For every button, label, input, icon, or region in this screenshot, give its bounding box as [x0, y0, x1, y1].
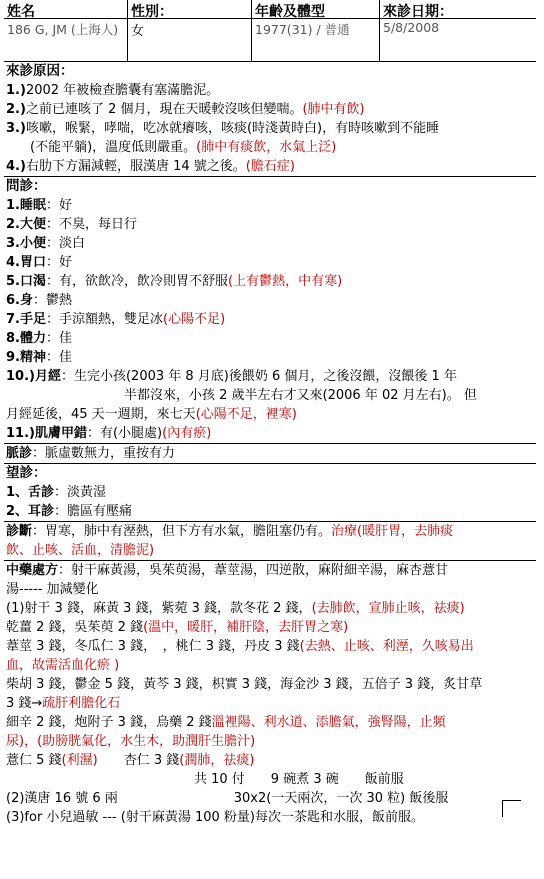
herb-line-6: 3 錢→疏肝利膽化石	[6, 696, 121, 711]
inquiry-sleep: 1.睡眠：好	[6, 198, 73, 213]
age-value: 1977(31) / 普通	[252, 19, 380, 61]
inquiry-body: 6.身：鬱熱	[6, 293, 73, 308]
dosage-line: 共 10 付 9 碗煮 3 碗 飯前服	[194, 772, 404, 787]
age-label: 年齡及體型	[252, 0, 380, 19]
inquiry-skin: 11.)肌膚甲錯：有(小腿處)(內有瘀)	[6, 426, 212, 441]
rx-line-1: 中藥處方：射干麻黃湯，吳茱萸湯，葦莖湯，四逆散，麻附細辛湯，麻杏薏甘	[6, 563, 449, 578]
inquiry-title: 問診：	[6, 178, 47, 194]
corner-mark	[502, 800, 521, 817]
diagnosis-line-2: 飲、止咳、活血，清膽泥)	[6, 543, 155, 558]
rx-line-p3: (3)for 小兒過敏 --- (射干麻黃湯 100 粉量)每次一茶匙和水服，飯前服。	[6, 810, 424, 825]
name-value: 186 G, JM (上海人)	[4, 19, 128, 61]
herb-line-1: (1)射干 3 錢，麻黃 3 錢，紫菀 3 錢，款冬花 2 錢，(去肺飲，宣肺止咳，祛痰)	[6, 601, 465, 616]
inquiry-menses-2: 半都沒來，小孩 2 歲半左右才又來(2006 年 02 月左右)。 但	[124, 388, 477, 403]
rx-line-2: 湯----- 加減變化	[6, 582, 99, 597]
herb-line-4: 血，故需活血化瘀 )	[6, 658, 120, 673]
herb-line-2: 乾薑 2 錢，吳茱萸 2 錢(溫中，暖肝，補肝陰，去肝胃之寒)	[6, 620, 349, 635]
header-labels	[4, 0, 536, 19]
reason-line-3b: (不能平躺)，溫度低則嚴重。(肺中有痰飲，水氣上泛)	[30, 140, 337, 155]
inquiry-appetite: 4.胃口：好	[6, 255, 73, 270]
inquiry-urine: 3.小便：淡白	[6, 236, 86, 251]
reason-line-2: 2.)之前已連咳了 2 個月，現在天暖較沒咳但變喘。(肺中有飲)	[6, 102, 365, 117]
consult-record	[4, 0, 536, 827]
reason-line-4: 4.)右肋下方漏減輕，服漢唐 14 號之後。(膽石症)	[6, 159, 295, 174]
tongue-line: 1、舌診：淡黃湿	[6, 485, 107, 500]
inquiry-menses-3: 月經延後，45 天一週期，來七天(心陽不足，裡寒)	[6, 407, 297, 422]
inquiry-spirit: 9.精神：佳	[6, 350, 73, 365]
reason-title: 來診原因：	[6, 63, 74, 79]
name-label: 姓名	[4, 0, 128, 19]
inquiry-limbs: 7.手足：手涼額熱，雙足冰(心陽不足)	[6, 312, 226, 327]
inquiry-stool: 2.大便：不臭，每日行	[6, 217, 138, 232]
inquiry-thirst: 5.口渴：有，欲飲冷，飲冷則胃不舒服(上有鬱熱，中有寒)	[6, 274, 343, 289]
inquiry-menses: 10.)月經：生完小孩(2003 年 8 月底)後餵奶 6 個月，之後沒餵，沒餵後 1 年	[6, 369, 457, 384]
herb-line-7: 細辛 2 錢，炮附子 3 錢，烏藥 2 錢溫裡陽、利水道、添膽氣，強腎陽，止頻	[6, 715, 446, 730]
sex-label: 性別：	[128, 0, 252, 19]
rx-line-p2: (2)漢唐 16 號 6 兩 30x2(一天兩次，一次 30 粒) 飯後服	[6, 791, 449, 806]
pulse-line: 脈診：脈虛數無力，重按有力	[6, 446, 176, 461]
herb-line-9: 薏仁 5 錢(利濕) 杏仁 3 錢(潤肺，祛痰)	[6, 753, 255, 768]
herb-line-8: 尿)，(助膀胱氣化，水生木，助潤肝生膽汁)	[6, 734, 256, 749]
date-value: 5/8/2008	[383, 20, 440, 35]
inquiry-stamina: 8.體力：佳	[6, 331, 73, 346]
sex-value: 女	[128, 19, 252, 61]
diagnosis-line: 診斷：胃寒，肺中有溼熱，但下方有水氣，膽阻塞仍有。治療(暖肝胃，去肺痰	[6, 524, 454, 539]
inspect-title: 望診：	[6, 465, 47, 481]
herb-line-5: 柴胡 3 錢，鬱金 5 錢，黃芩 3 錢，枳實 3 錢，海金沙 3 錢，五倍子 3 錢，炙甘草	[6, 677, 483, 692]
ear-line: 2、耳診：膽區有壓痛	[6, 504, 133, 519]
reason-line-1: 1.)2002 年被檢查膽囊有塞滿膽泥。	[6, 83, 220, 98]
reason-line-3: 3.)咳嗽，喉緊，哮喘，吃冰就癢咳，咳痰(時淺黃時白)，有時咳嗽到不能睡	[6, 121, 440, 136]
herb-line-3: 葦莖 3 錢，冬瓜仁 3 錢， ，桃仁 3 錢，丹皮 3 錢(去熱、止咳、利溼，久咳易出	[6, 639, 474, 654]
date-label: 來診日期：	[380, 0, 536, 19]
header-values	[4, 19, 536, 61]
